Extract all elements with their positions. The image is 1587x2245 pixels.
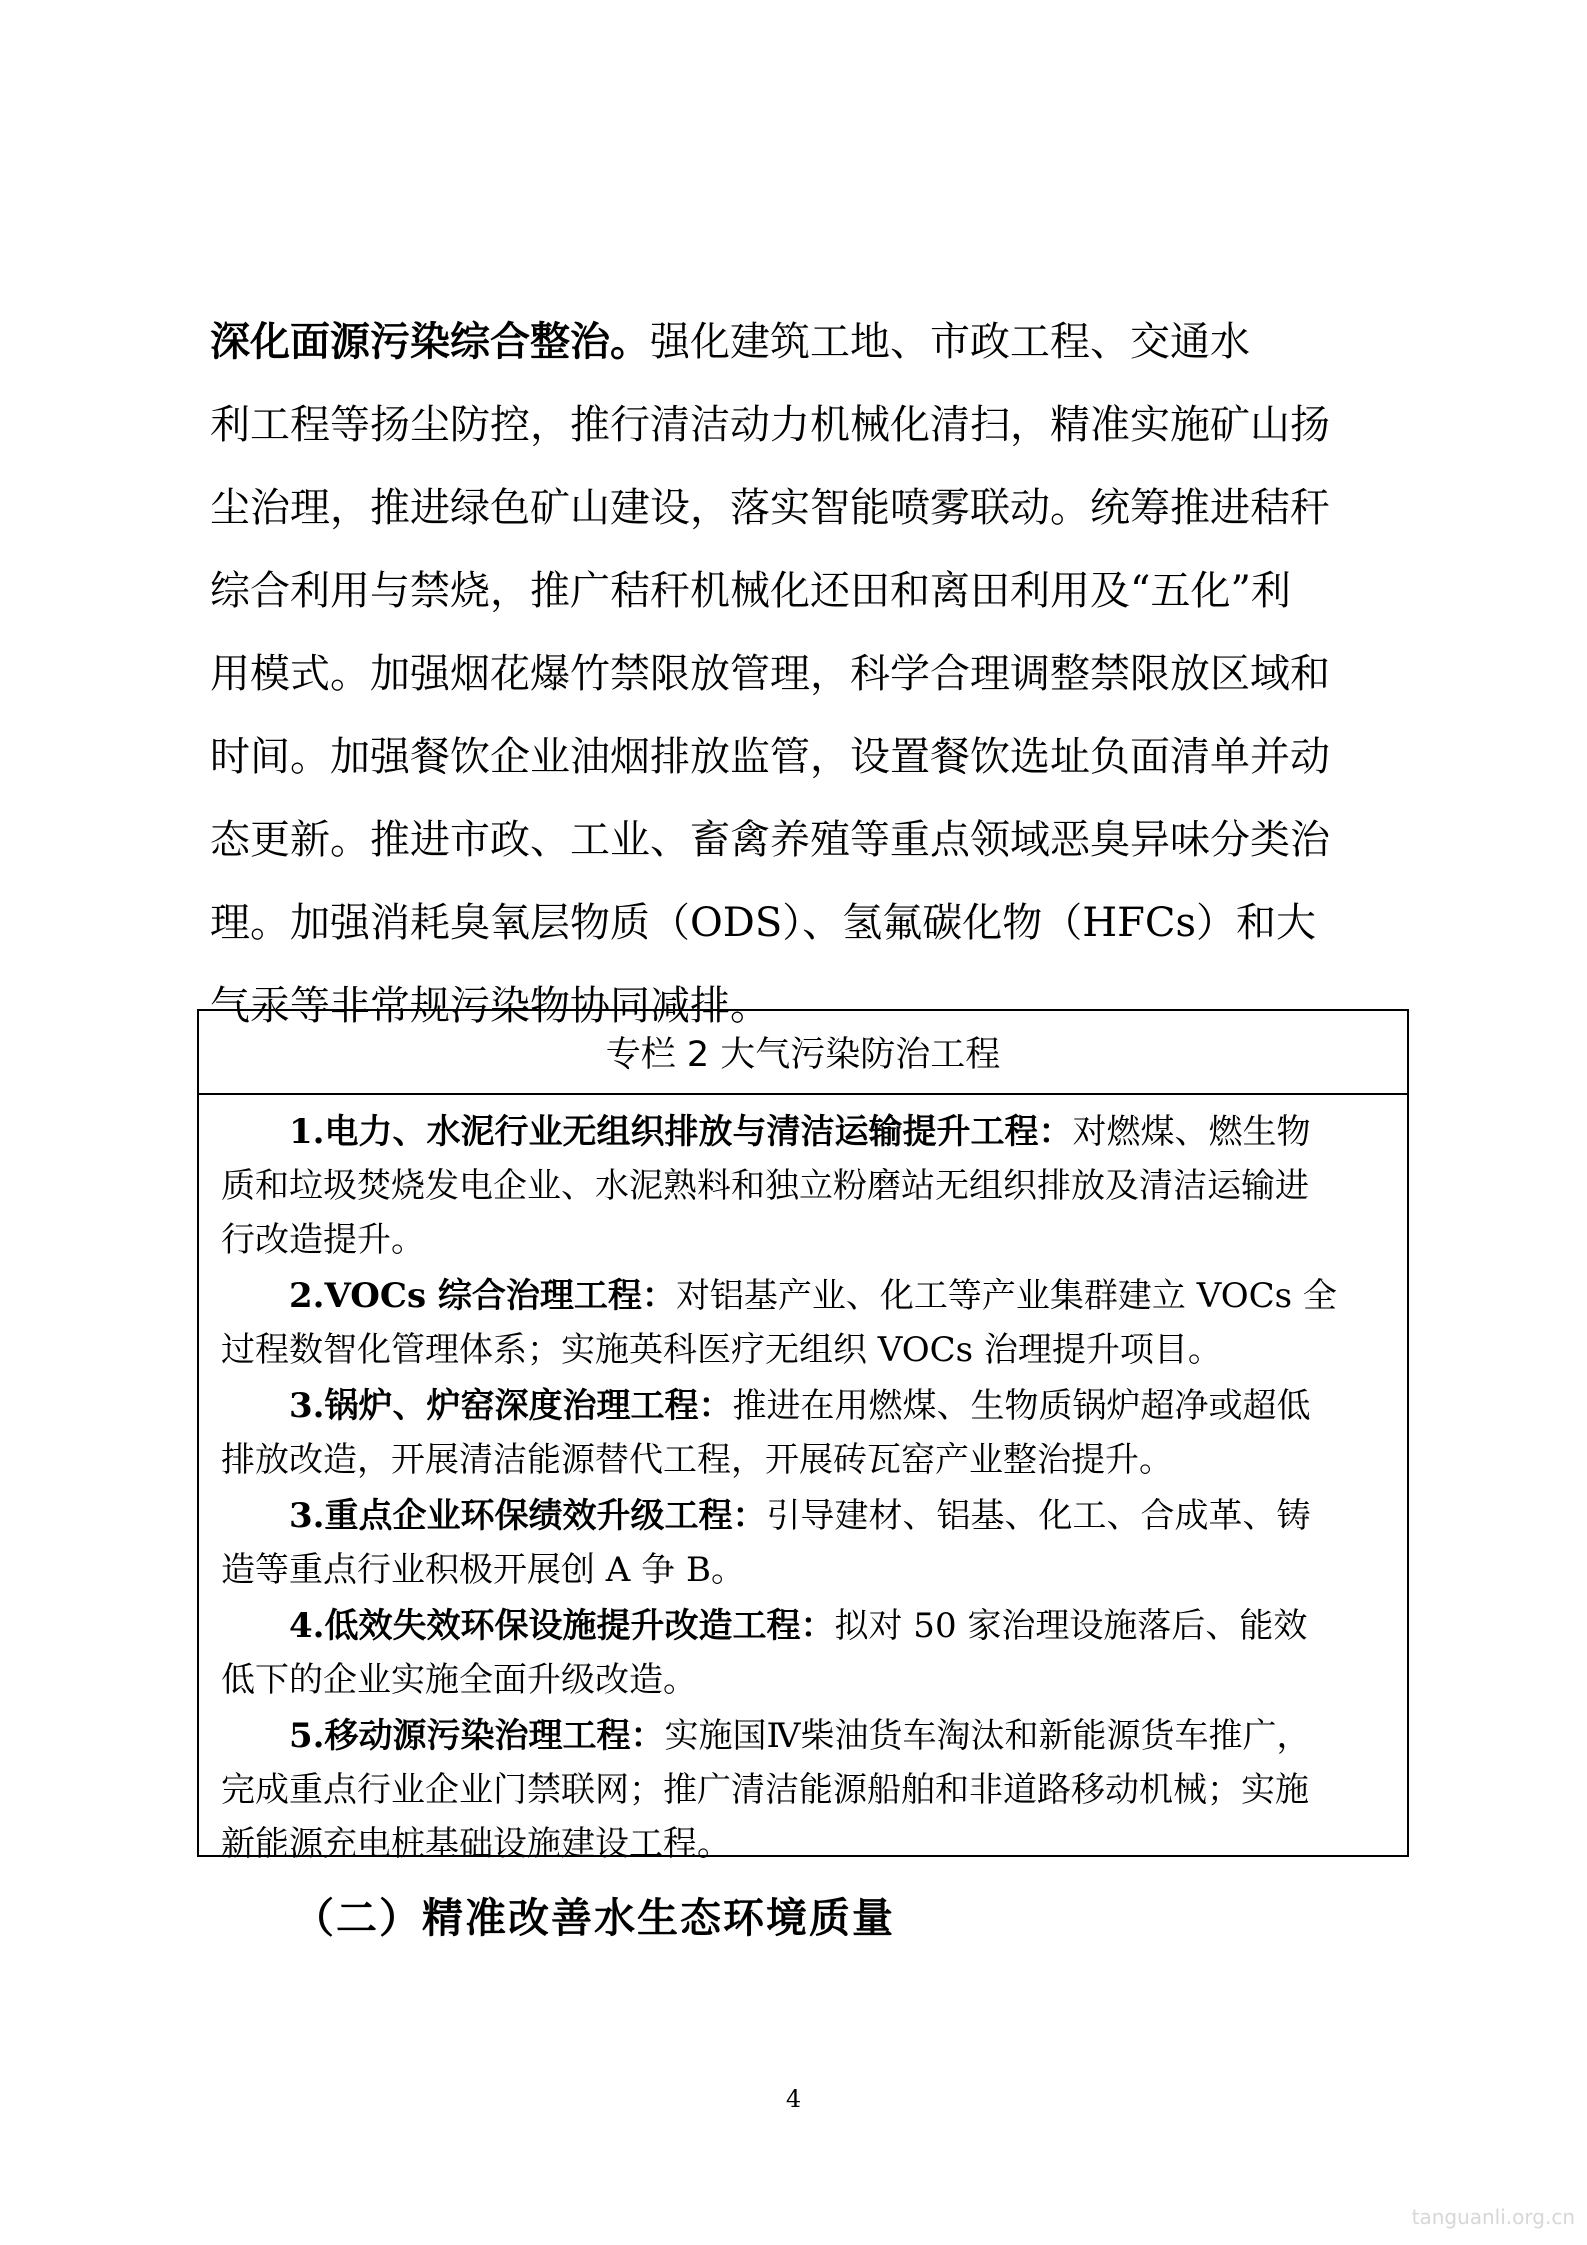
box-item-text: 质和垃圾焚烧发电企业、水泥熟料和独立粉磨站无组织排放及清洁运输进	[221, 1166, 1309, 1206]
box-item-text: 对燃煤、燃生物	[1072, 1112, 1311, 1152]
box-item-title: 1.电力、水泥行业无组织排放与清洁运输提升工程：	[289, 1112, 1073, 1152]
body-paragraph	[210, 300, 1390, 1048]
box-item-text: 对铝基产业、化工等产业集群建立 VOCs 全	[675, 1276, 1337, 1316]
box-item-title: 5.移动源污染治理工程：	[289, 1716, 665, 1756]
paragraph-line-1-rest: 强化建筑工地、市政工程、交通水	[650, 319, 1250, 365]
box-item-1	[221, 1105, 1385, 1267]
paragraph-line-5: 用模式。加强烟花爆竹禁限放管理，科学合理调整禁限放区域和	[210, 651, 1330, 697]
paragraph-lead: 深化面源污染综合整治。	[210, 318, 650, 365]
column-box-title: 专栏 2 大气污染防治工程	[199, 1011, 1407, 1095]
box-item-4	[221, 1489, 1385, 1597]
column-box-body	[199, 1095, 1407, 1871]
paragraph-line-3: 尘治理，推进绿色矿山建设，落实智能喷雾联动。统筹推进秸秆	[210, 485, 1330, 531]
box-item-text: 实施国Ⅳ柴油货车淘汰和新能源货车推广，	[664, 1716, 1311, 1756]
box-item-2	[221, 1269, 1385, 1377]
watermark: tanguanli.org.cn	[1411, 2205, 1575, 2229]
paragraph-line-4: 综合利用与禁烧，推广秸秆机械化还田和离田利用及“五化”利	[210, 568, 1291, 614]
box-item-text: 推进在用燃煤、生物质锅炉超净或超低	[732, 1386, 1311, 1426]
box-item-text: 行改造提升。	[221, 1220, 425, 1260]
box-item-text: 新能源充电桩基础设施建设工程。	[221, 1824, 731, 1864]
box-item-text: 完成重点行业企业门禁联网；推广清洁能源船舶和非道路移动机械；实施	[221, 1770, 1309, 1810]
box-item-text: 造等重点行业积极开展创 A 争 B。	[221, 1550, 745, 1590]
box-item-text: 排放改造，开展清洁能源替代工程，开展砖瓦窑产业整治提升。	[221, 1440, 1173, 1480]
box-item-6	[221, 1709, 1385, 1871]
box-item-title: 3.重点企业环保绩效升级工程：	[289, 1496, 767, 1536]
paragraph-line-6: 时间。加强餐饮企业油烟排放监管，设置餐饮选址负面清单并动	[210, 734, 1330, 780]
box-item-5	[221, 1599, 1385, 1707]
box-item-title: 3.锅炉、炉窑深度治理工程：	[289, 1386, 733, 1426]
page-number: 4	[785, 2085, 802, 2113]
box-item-3	[221, 1379, 1385, 1487]
column-box	[197, 1009, 1409, 1864]
box-item-title: 4.低效失效环保设施提升改造工程：	[289, 1606, 835, 1646]
paragraph-line-9: 气汞等非常规污染物协同减排。	[210, 983, 770, 1029]
box-item-text: 低下的企业实施全面升级改造。	[221, 1660, 697, 1700]
paragraph-line-2: 利工程等扬尘防控，推行清洁动力机械化清扫，精准实施矿山扬	[210, 402, 1330, 448]
box-item-title: 2.VOCs 综合治理工程：	[289, 1276, 676, 1316]
paragraph-line-8: 理。加强消耗臭氧层物质（ODS）、氢氟碳化物（HFCs）和大	[210, 900, 1317, 946]
box-item-text: 拟对 50 家治理设施落后、能效	[834, 1606, 1308, 1646]
box-item-text: 过程数智化管理体系；实施英科医疗无组织 VOCs 治理提升项目。	[221, 1330, 1222, 1370]
paragraph-line-7: 态更新。推进市政、工业、畜禽养殖等重点领域恶臭异味分类治	[210, 817, 1330, 863]
box-item-text: 引导建材、铝基、化工、合成革、铸	[766, 1496, 1311, 1536]
paragraph-line	[210, 300, 1390, 384]
section-heading: （二）精准改善水生态环境质量	[293, 1894, 895, 1942]
